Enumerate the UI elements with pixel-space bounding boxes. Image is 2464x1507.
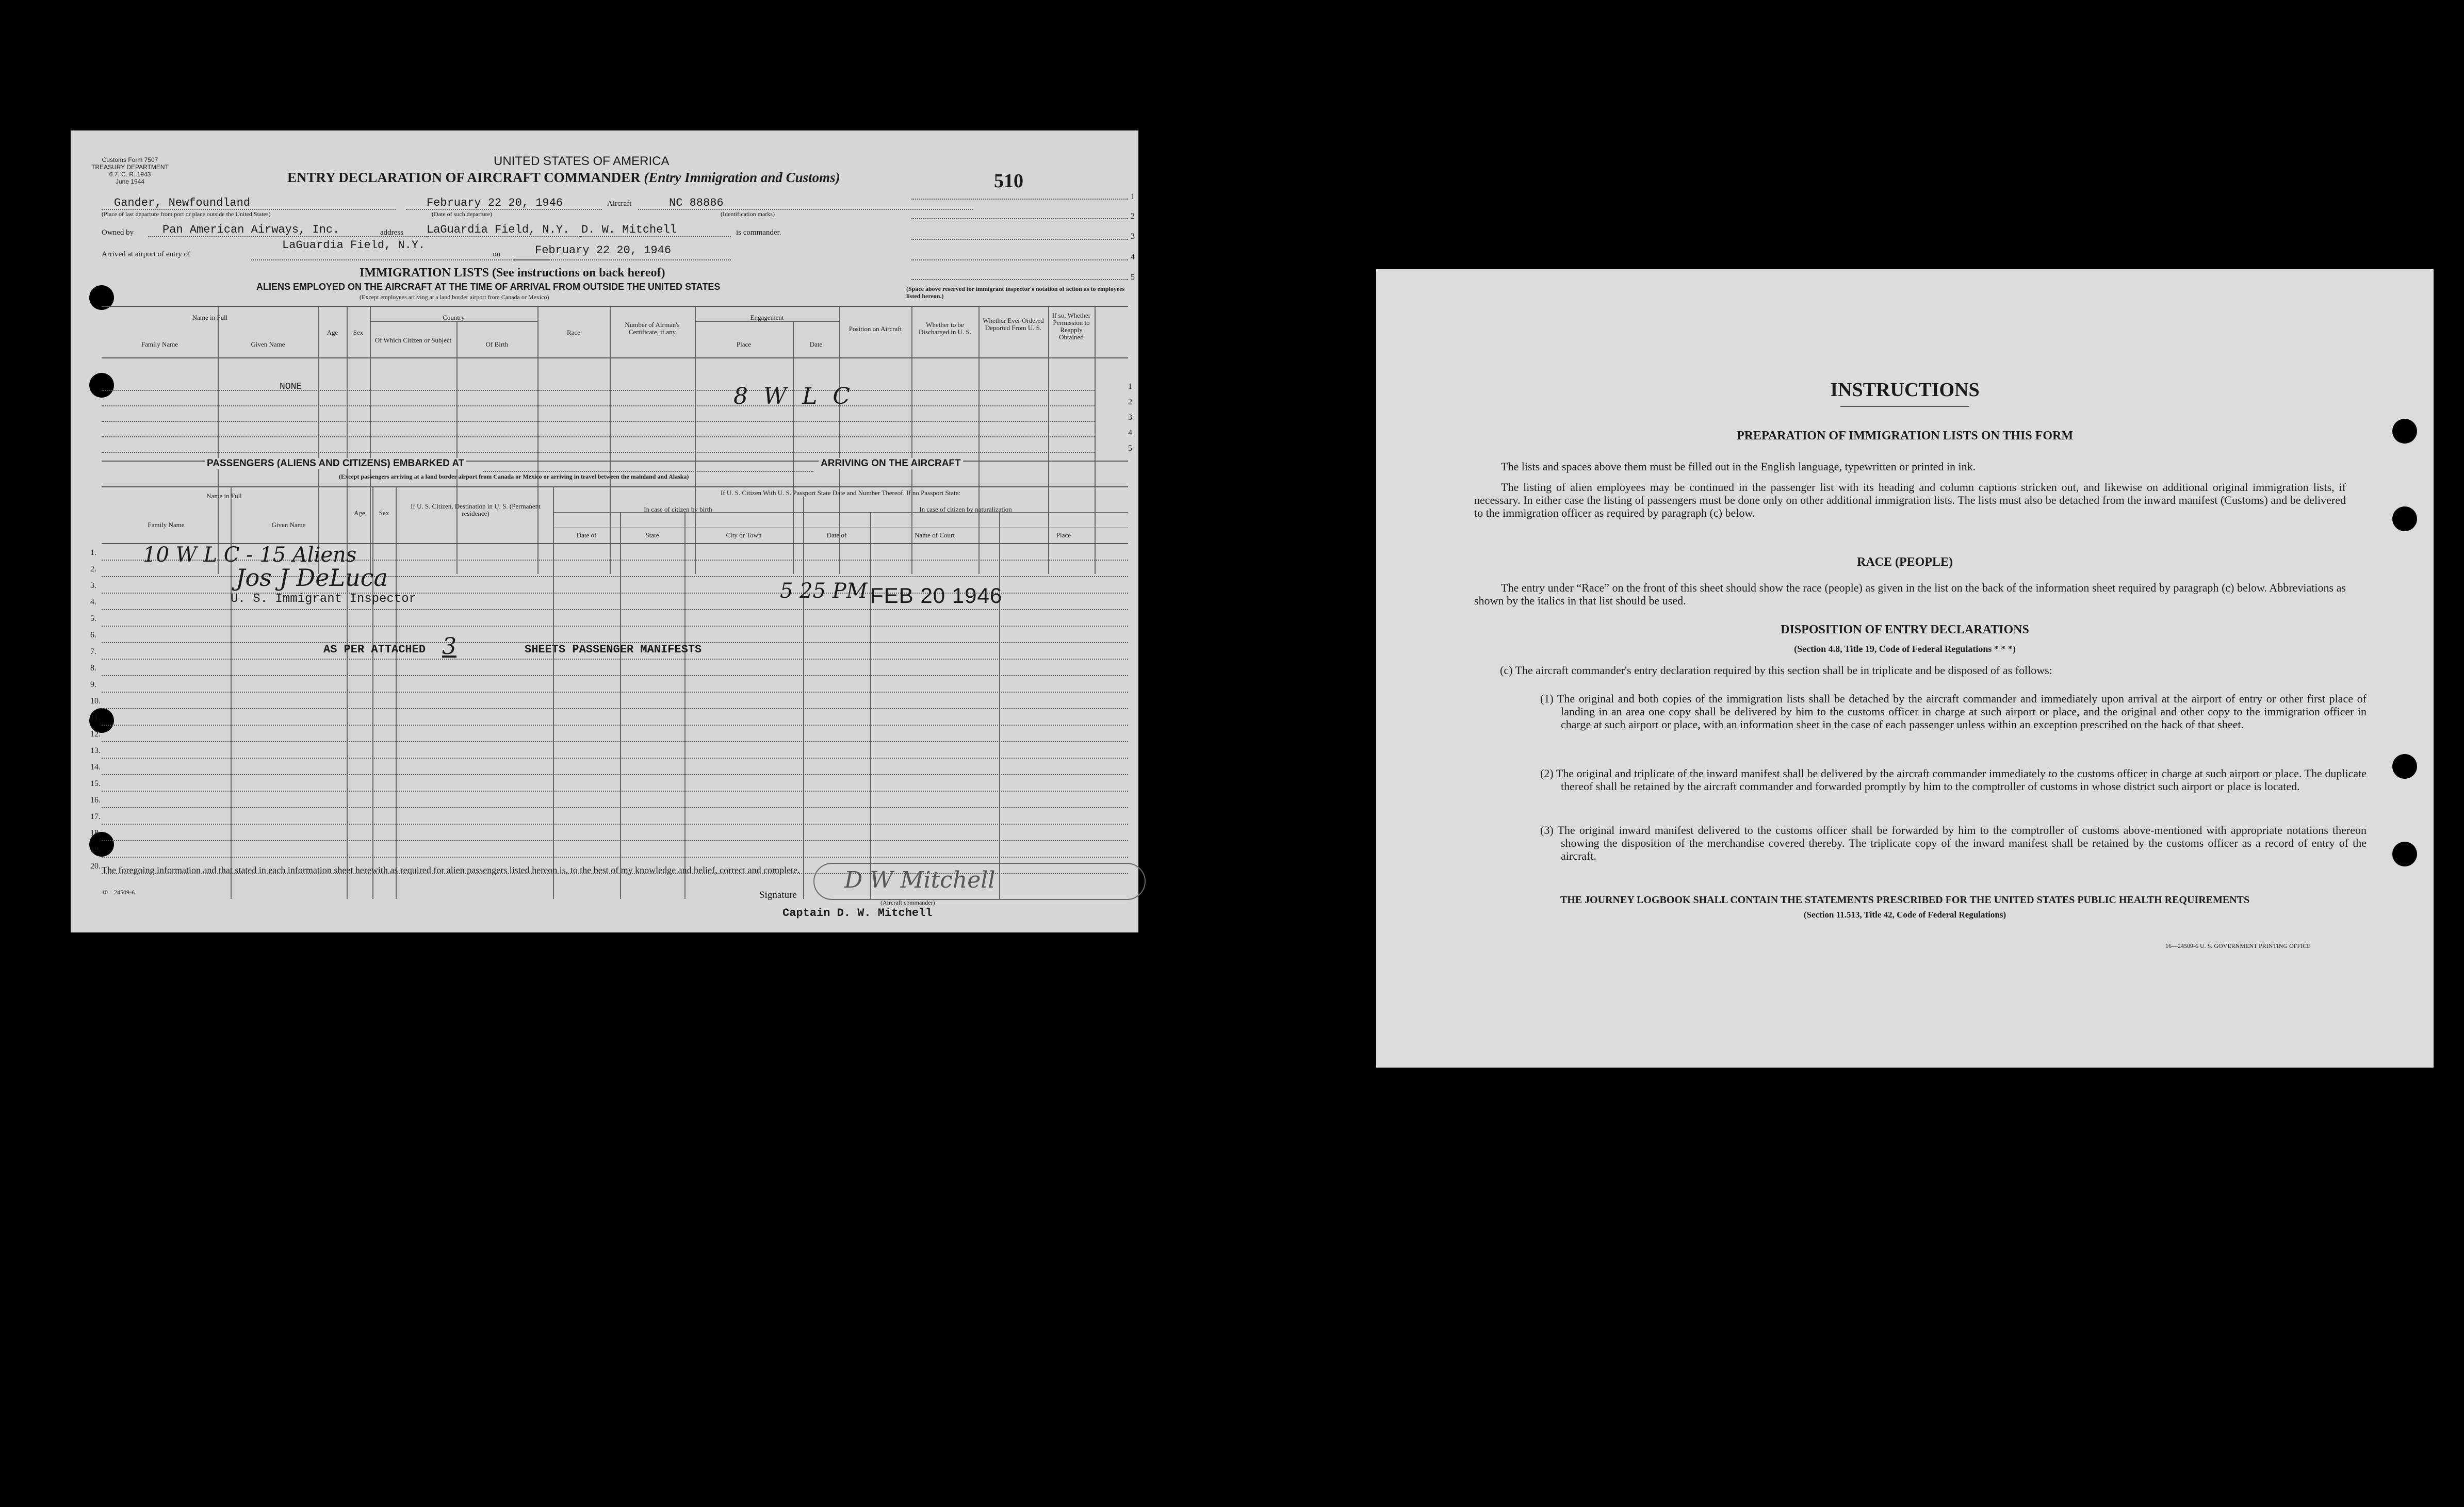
fill-line [514,259,731,260]
commander-signature: D W Mitchell [844,867,996,893]
row-number: 12. [90,730,101,739]
table-border [102,306,1128,307]
print-code: 16—24509-6 U. S. GOVERNMENT PRINTING OFFICE [2165,942,2311,949]
fill-line [406,209,602,210]
arrival-airport: LaGuardia Field, N.Y. [282,239,426,252]
fill-line [911,199,1128,200]
departure-place: Gander, Newfoundland [114,196,251,209]
col-head: Name in Full [192,314,228,321]
form-title [287,170,840,186]
passengers-title-right: ARRIVING ON THE AIRCRAFT [819,458,963,469]
employee-entry: NONE [280,382,302,392]
form-title-text: ENTRY DECLARATION OF AIRCRAFT COMMANDER [287,170,641,185]
table-row [102,405,1095,406]
owner-address: LaGuardia Field, N.Y. [427,223,570,236]
fill-line [427,236,581,237]
attached-suffix: SHEETS PASSENGER MANIFESTS [525,643,702,656]
signature-label: Signature [759,890,797,900]
fill-line [483,471,813,472]
instruction-item: (1) The original and both copies of the immigration lists shall be detached by the aircraft commander and immediately upon arrival at the airport of entry or other first place of landing in an area one copy shall be delivered by him to the customs officer in charge at such airport or place, and the original and other copy to the immigration officer in charge at such airport or place, with an information sheet in the case of each passenger unless within an exception prescribed on the back of that sheet. [1540,692,2367,731]
arrival-date: February 22 20, 1946 [535,244,672,257]
line-number: 5 [1131,273,1135,282]
table-row [102,824,1128,825]
col-head: If so, Whether Permission to Reapply Obtained [1052,312,1091,341]
row-number: 1 [1128,382,1132,391]
form-id-line: 6.7, C. R. 1943 [109,171,151,178]
instruction-paragraph: The lists and spaces above them must be filled out in the English language, typewritten or printed in ink. [1501,460,1976,473]
row-number: 14. [90,763,101,772]
sub-header-line [370,321,537,322]
row-number: 16. [90,796,101,805]
row-number: 19. [90,845,101,854]
section-subheading: (Section 4.8, Title 19, Code of Federal Regulations * * *) [1794,644,2016,654]
table-row [102,452,1095,453]
immigration-subtitle: ALIENS EMPLOYED ON THE AIRCRAFT AT THE TIME OF ARRIVAL FROM OUTSIDE THE UNITED STATES [256,282,721,292]
fill-line [911,218,1128,219]
row-number: 20. [90,862,101,871]
table-row [102,857,1128,858]
table-row [102,675,1128,676]
row-number: 2. [90,565,96,574]
fill-line [911,239,1128,240]
table-row [102,708,1128,709]
passengers-subnote: (Except passengers arriving at a land border airport from Canada or Mexico or arriving in travel between the mainland and Alaska) [339,473,689,480]
table-row [102,626,1128,627]
table-row [102,692,1128,693]
col-head: Date of [576,531,597,539]
col-head: Race [567,329,580,336]
stamp-date: FEB 20 1946 [870,583,1003,608]
reserved-note: (Space above reserved for immigrant inspector's notation of action as to employees listed hereon.) [906,285,1125,300]
departure-date: February 22 20, 1946 [427,196,563,209]
punch-hole [2392,506,2417,531]
col-head: Position on Aircraft [848,325,902,333]
owner: Pan American Airways, Inc. [162,223,340,236]
row-number: 2 [1128,398,1132,406]
col-head: Sex [379,509,389,517]
table-border [102,357,1128,358]
fill-line [581,236,731,237]
table-row [102,741,1128,742]
col-head: Date [809,340,823,348]
country-heading: UNITED STATES OF AMERICA [494,154,670,168]
entry-declaration-front [71,130,1138,932]
section-heading: RACE (PEOPLE) [1857,555,1953,569]
row-number: 17. [90,812,101,821]
form-id-block [91,156,169,185]
handwritten-initials: 8 W L C [733,383,855,409]
row-number: 4. [90,598,96,607]
row-number: 13. [90,746,101,755]
row-number: 3 [1128,413,1132,422]
punch-hole [89,373,114,398]
col-head: City or Town [726,531,762,539]
col-head: Engagement [750,314,784,321]
col-head: Place [1056,531,1071,539]
commander-suffix: is commander. [736,228,781,237]
row-number: 15. [90,779,101,788]
form-number: 510 [994,170,1023,192]
owned-by-label: Owned by [102,228,134,237]
sub-header-line [695,321,839,322]
col-head: In case of citizen by naturalization [919,505,1012,513]
col-head: Of Birth [485,340,509,348]
logbook-notice: THE JOURNEY LOGBOOK SHALL CONTAIN THE STATEMENTS PRESCRIBED FOR THE UNITED STATES PUBLIC HEALTH REQUIREMENTS [1560,894,2250,906]
instruction-paragraph: The listing of alien employees may be continued in the passenger list with its heading and column captions stricken out, and likewise on additional original immigration lists, if necessary. In either case the listing of passengers must be done only on other additional immigration lists. The lists must also be detached from the inward manifest (Customs) and be delivered to the immigration officer as required by paragraph (c) below. [1474,481,2346,519]
address-label: address [380,228,403,237]
signature-typed: Captain D. W. Mitchell [782,907,933,920]
table-row [102,807,1128,808]
line-number: 2 [1131,212,1135,221]
signature-caption: (Aircraft commander) [880,899,935,906]
aircraft-caption: (Identification marks) [721,210,775,218]
row-number: 18. [90,829,101,838]
col-divider [456,321,458,574]
col-head: Given Name [251,340,285,348]
fill-line [638,209,973,210]
immigration-title: IMMIGRATION LISTS (See instructions on back hereof) [360,266,665,280]
table-row [102,436,1095,437]
inspector-title: U. S. Immigrant Inspector [231,592,417,606]
instruction-item: (2) The original and triplicate of the inward manifest shall be delivered by the aircraft commander immediately to the customs officer in charge at such airport or place. The duplicate thereof shall be retained by the aircraft commander and forwarded promptly by him to the comptroller of customs in whose district such airport or place is located. [1540,767,2367,793]
title-underline [1840,406,1969,407]
col-divider [318,306,319,574]
instruction-paragraph: The entry under “Race” on the front of this sheet should show the race (people) as given in the list on the back of the information sheet required by paragraph (c) below. Abbreviations as shown by the italics in that list should be used. [1474,581,2346,607]
logbook-notice-sub: (Section 11.513, Title 42, Code of Federal Regulations) [1803,910,2006,920]
row-number: 1. [90,548,96,557]
col-head: Name of Court [915,531,955,539]
fill-line [911,259,1128,260]
fill-line [102,209,396,210]
arrived-label: Arrived at airport of entry of [102,250,191,258]
col-head: Country [443,314,465,321]
row-number: 10. [90,697,101,706]
row-number: 8. [90,664,96,673]
col-divider [537,306,539,574]
table-row [102,758,1128,759]
table-border [102,486,1128,487]
row-number: 5 [1128,444,1132,453]
line-number: 1 [1131,192,1135,201]
col-head: If U. S. Citizen With U. S. Passport State Date and Number Thereof. If no Passport State: [720,489,961,497]
fill-line [251,259,550,260]
instruction-item: (3) The original inward manifest delivered to the customs officer shall be forwarded by him to the comptroller of customs above-mentioned with appropriate notations thereon showing the disposition of the merchandise covered thereby. The triplicate copy of the inward manifest shall be retained by the customs officer as a record of entry of the aircraft. [1540,824,2367,862]
fill-line [911,279,1128,280]
commander-name: D. W. Mitchell [581,223,677,236]
table-row [102,659,1128,660]
table-row [102,725,1128,726]
punch-hole [2392,842,2417,866]
passengers-title: PASSENGERS (ALIENS AND CITIZENS) EMBARKED AT [205,458,466,469]
col-head: Family Name [141,340,178,348]
line-number: 3 [1131,232,1135,241]
col-head: Place [736,340,752,348]
aircraft-label: Aircraft [607,200,632,208]
col-head: Sex [353,329,364,336]
col-head: Of Which Citizen or Subject [374,336,452,344]
section-heading: PREPARATION OF IMMIGRATION LISTS ON THIS FORM [1736,429,2074,443]
handwritten-aliens-count: 10 W L C - 15 Aliens [143,543,357,567]
col-head: State [645,531,659,539]
col-divider [553,486,554,899]
form-title-italic: (Entry Immigration and Customs) [644,170,840,185]
col-divider [372,486,373,899]
instructions-title: INSTRUCTIONS [1830,379,1980,401]
col-head: Family Name [148,521,185,529]
col-head: Whether to be Discharged in U. S. [919,321,971,336]
col-head: Whether Ever Ordered Deported From U. S. [983,317,1044,332]
section-heading: DISPOSITION OF ENTRY DECLARATIONS [1781,623,2029,636]
col-divider [803,497,804,899]
table-row [102,774,1128,775]
instruction-paragraph: (c) The aircraft commander's entry declaration required by this section shall be in triplicate and be disposed of as follows: [1500,664,2052,677]
departure-place-caption: (Place of last departure from port or place outside the United States) [102,210,271,218]
table-row [102,390,1095,391]
table-row [102,609,1128,610]
row-number: 7. [90,647,96,656]
row-number: 4 [1128,429,1132,437]
col-divider [370,306,371,574]
certification-text: The foregoing information and that stated in each information sheet herewith as required for alien passengers listed hereon is, to the best of my knowledge and belief, correct and complete. [102,865,800,875]
form-id-line: Customs Form 7507 [102,156,158,163]
row-number: 6. [90,631,96,640]
row-number: 3. [90,581,96,590]
col-head: In case of citizen by birth [644,505,712,513]
col-head: Age [354,509,365,517]
punch-hole [2392,754,2417,779]
table-row [102,421,1095,422]
inspector-signature: Jos J DeLuca [236,564,388,592]
attached-count: 3 [442,633,456,660]
stamp-time: 5 25 PM [780,579,868,603]
col-head: Name in Full [206,492,242,500]
attached-prefix: AS PER ATTACHED [323,643,426,656]
immigration-subnote: (Except employees arriving at a land border airport from Canada or Mexico) [360,293,549,301]
print-code: 10—24509-6 [102,889,135,896]
col-head: Age [327,329,338,336]
row-number: 11. [90,713,101,722]
col-head: If U. S. Citizen, Destination in U. S. (Permanent residence) [411,502,541,517]
col-head: Date of [826,531,847,539]
row-number: 9. [90,680,96,689]
col-divider [396,486,397,899]
row-number: 5. [90,614,96,623]
form-id-line: June 1944 [115,178,145,185]
line-number: 4 [1131,253,1135,261]
aircraft-id: NC 88886 [669,196,724,209]
col-head: Number of Airman's Certificate, if any [625,321,680,336]
instructions-back [1376,269,2434,1068]
table-row [102,840,1128,841]
departure-date-caption: (Date of such departure) [432,210,492,218]
form-id-line: TREASURY DEPARTMENT [91,163,169,171]
col-head: Given Name [271,521,306,529]
arrived-on-label: on [493,250,500,258]
table-row [102,791,1128,792]
